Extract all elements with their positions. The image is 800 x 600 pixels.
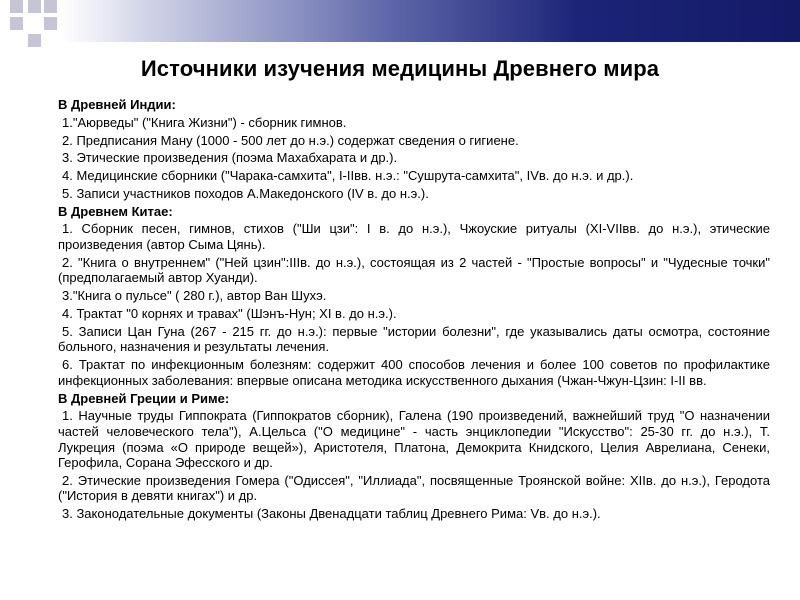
decor-square — [44, 17, 57, 30]
list-item: 5. Записи Цан Гуна (267 - 215 гг. до н.э.): первые "истории болезни", где указывались даты осмотра, состояние больного, назначения и результаты лечения. — [58, 323, 770, 355]
list-item: 2. Этические произведения Гомера ("Одиссея", "Иллиада", посвященные Троянской войне: XIIв. до н.э.), Геродота ("История в девяти книгах") и др. — [58, 472, 770, 504]
section-heading-india: В Древней Индии: — [58, 97, 176, 112]
decor-square — [10, 0, 23, 13]
decor-square — [44, 0, 57, 13]
list-item: 6. Трактат по инфекционным болезням: содержит 400 способов лечения и более 100 советов по профилактике инфекционных заболевания: впервые описана методика искусственного дыхания (Чжан-Чжун-Цзин: I-II вв. — [58, 357, 770, 388]
slide-content — [58, 97, 770, 524]
list-item: 5. Записи участников походов А.Македонского (IV в. до н.э.). — [62, 185, 429, 201]
list-item: 1."Аюрведы" ("Книга Жизни") - сборник гимнов. — [62, 114, 347, 130]
decor-square — [10, 17, 23, 30]
decor-square — [28, 34, 41, 47]
decor-square — [28, 0, 41, 13]
section-heading-china: В Древнем Китае: — [58, 203, 173, 219]
list-item: 2. Предписания Ману (1000 - 500 лет до н.э.) содержат сведения о гигиене. — [62, 132, 519, 148]
list-item: 1. Сборник песен, гимнов, стихов ("Ши цзи": I в. до н.э.), Чжоуские ритуалы (XI-VIIвв. до н.э.), этические произведения (автор Сыма Цянь). — [58, 221, 770, 253]
list-item: 4. Трактат "0 корнях и травах" (Шэнъ-Нун; XI в. до н.э.). — [62, 306, 397, 321]
list-item: 2. "Книга о внутреннем" ("Ней цзин":IIIв. до н.э.), состоящая из 2 частей - "Простые вопросы" и "Чудесные точки" (предполагаемый автор Хуанди). — [58, 254, 770, 286]
list-item: 4. Медицинские сборники ("Чарака-самхита", I-IIвв. н.э.: "Сушрута-самхита", IVв. до н.э. и др.). — [62, 168, 634, 184]
list-item: 3. Законодательные документы (Законы Двенадцати таблиц Древнего Рима: Vв. до н.э.). — [62, 506, 601, 522]
list-item: 3. Этические произведения (поэма Махабхарата и др.). — [62, 150, 398, 166]
list-item: 3."Книга о пульсе" ( 280 г.), автор Ван Шухэ. — [62, 288, 327, 304]
header-gradient-bar — [62, 0, 800, 42]
corner-squares-decoration — [0, 0, 60, 60]
slide-title: Источники изучения медицины Древнего мира — [140, 56, 660, 81]
section-heading-greece-rome: В Древней Греции и Риме: — [58, 390, 230, 406]
list-item: 1. Научные труды Гиппократа (Гиппократов сборник), Галена (190 произведений, важнейший труд "О назначении частей человеческого тела"), А.Цельса ("О медицине" - часть энциклопедии "Искусство": 25-30 гг. до н.э.), Т. Лукреция (поэма «О природе вещей»), Аристотеля, Платона, Демокрита Книдского, Целия Аврелиана, Сенеки, Герофила, Сорана Эфесского и др. — [58, 408, 770, 471]
